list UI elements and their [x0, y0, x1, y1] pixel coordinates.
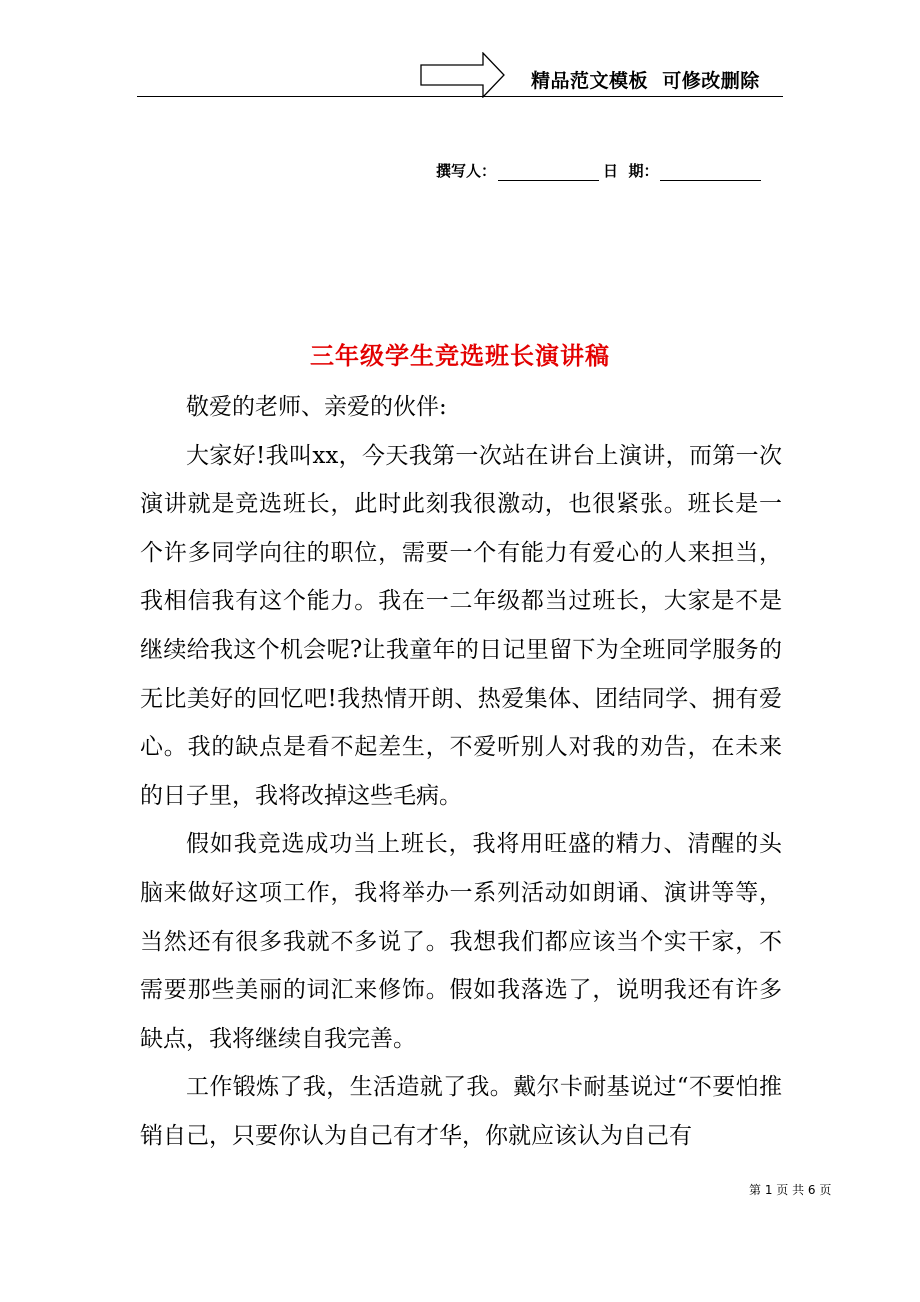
header-divider [137, 96, 783, 97]
author-label: 撰写人： [436, 162, 497, 180]
meta-row [436, 160, 765, 181]
date-label: 日 期： [603, 162, 659, 180]
paragraph-greeting: 敬爱的老师、亲爱的伙伴: [186, 394, 447, 420]
header-label: 精品范文模板 可修改删除 [531, 70, 760, 92]
page-number: 第 1 页 共 6 页 [749, 1183, 832, 1197]
arrow-icon [420, 52, 506, 98]
document-body [140, 383, 782, 1161]
paragraph: 大家好!我叫xx，今天我第一次站在讲台上演讲，而第一次演讲就是竞选班长，此时此刻我很激动，也很紧张。班长是一个许多同学向往的职位，需要一个有能力有爱心的人来担当，我相信我有这个能力。我在一二年级都当过班长，大家是不是继续给我这个机会呢?让我童年的日记里留下为全班同学服务的无比美好的回忆吧!我热情开朗、热爱集体、团结同学、拥有爱心。我的缺点是看不起差生，不爱听别人对我的劝告，在未来的日子里，我将改掉这些毛病。 [140, 442, 782, 809]
document-title: 三年级学生竞选班长演讲稿 [310, 341, 610, 370]
author-blank [498, 163, 599, 181]
date-blank [660, 163, 761, 181]
paragraph: 假如我竞选成功当上班长，我将用旺盛的精力、清醒的头脑来做好这项工作，我将举办一系列活动如朗诵、演讲等等，当然还有很多我就不多说了。我想我们都应该当个实干家，不需要那些美丽的词汇来修饰。假如我落选了，说明我还有许多缺点，我将继续自我完善。 [140, 831, 782, 1052]
paragraph: 工作锻炼了我，生活造就了我。戴尔卡耐基说过“不要怕推销自己，只要你认为自己有才华，你就应该认为自己有 [140, 1074, 782, 1149]
